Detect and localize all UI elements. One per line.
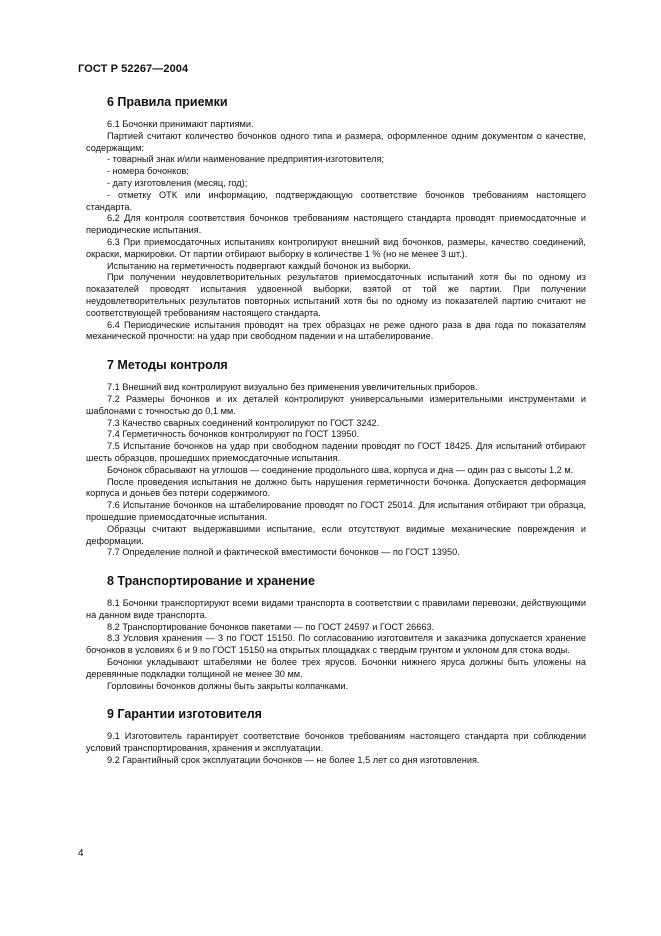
section-title: 8 Транспортирование и хранение	[107, 574, 315, 589]
section-6	[86, 94, 586, 343]
paragraph: После проведения испытания не должно быть нарушения герметичности бочонка. Допускается деформация корпуса и доньев без потери содержимого.	[86, 476, 586, 499]
paragraph: 6.4 Периодические испытания проводят на трех образцах не реже одного раза в два года по показателям механической прочности: на удар при свободном падении и на штабелирование.	[86, 319, 586, 342]
paragraph: Бочонки укладывают штабелями не более трех ярусов. Бочонки нижнего яруса должны быть уложены на деревянные подкладки толщиной не менее 30 мм.	[86, 657, 586, 679]
list-item: - номера бочонков;	[107, 166, 189, 177]
document-body	[86, 94, 586, 767]
list-item: - дату изготовления (месяц, год);	[107, 177, 248, 188]
paragraph: Испытанию на герметичность подвергают каждый бочонок из выборки.	[107, 260, 411, 271]
section-title: 9 Гарантии изготовителя	[107, 707, 262, 722]
list-item: - отметку ОТК или информацию, подтверждающую соответствие бочонков требованиям настоящего стандарта.	[86, 189, 586, 212]
paragraph: 6.3 При приемосдаточных испытаниях контролируют внешний вид бочонков, размеры, качество соединений, окраски, маркировки. От партии отбирают выборку в количестве 1 % (но не менее 3 шт.).	[86, 236, 586, 259]
paragraph: Бочонок сбрасывают на углошов — соединение продольного шва, корпуса и дна — один раз с высоты 1,2 м.	[107, 464, 574, 475]
list-item: - товарный знак и/или наименование предприятия-изготовителя;	[107, 154, 385, 165]
paragraph: 7.6 Испытание бочонков на штабелирование проводят по ГОСТ 25014. Для испытания отбирают три образца, прошедшие приемосдаточные испытания.	[86, 500, 586, 522]
page-number: 4	[78, 848, 84, 859]
section-7	[86, 357, 586, 559]
paragraph: 6.2 Для контроля соответствия бочонков требованиям настоящего стандарта проводят приемосдаточные и периодические испытания.	[86, 213, 586, 236]
paragraph: При получении неудовлетворительных результатов приемосдаточных испытаний хотя бы по одному из показателей проводят испытания удвоенной выборки, взятой от той же партии. При получении неудовлетворительных результатов повторных испытаний хотя бы по одному из показателей партию считают не соответствующей требованиям настоящего стандарта.	[86, 272, 586, 318]
paragraph: 7.5 Испытание бочонков на удар при свободном падении проводят по ГОСТ 18425. Для испытаний отбирают шесть образцов, прошедших приемосдаточные испытания.	[86, 441, 586, 463]
paragraph: 8.2 Транспортирование бочонков пакетами — по ГОСТ 24597 и ГОСТ 26663.	[107, 621, 435, 632]
paragraph: Образцы считают выдержавшими испытание, если отсутствуют видимые механические повреждения и деформации.	[86, 523, 586, 546]
paragraph: Партией считают количество бочонков одного типа и размера, оформленное одним документом о качестве, содержащим:	[86, 130, 586, 153]
paragraph: 7.3 Качество сварных соединений контролируют по ГОСТ 3242.	[107, 417, 380, 428]
paragraph: 6.1 Бочонки принимают партиями.	[107, 119, 254, 129]
section-title: 7 Методы контроля	[107, 358, 228, 373]
paragraph: 7.4 Герметичность бочонков контролируют по ГОСТ 13950.	[107, 429, 360, 440]
section-8	[86, 573, 586, 692]
section-title: 6 Правила приемки	[107, 95, 228, 109]
paragraph: 7.2 Размеры бочонков и их деталей контролируют универсальными измерительными инструментами и шаблонами с точностью до 0,1 мм.	[86, 393, 586, 416]
paragraph: 9.1 Изготовитель гарантирует соответствие бочонков требованиям настоящего стандарта при соблюдении условий транспортирования, хранения и эксплуатации.	[86, 731, 586, 754]
paragraph: 8.1 Бочонки транспортируют всеми видами транспорта в соответствии с правилами перевозки, действующими на данном виде транспорта.	[86, 598, 586, 620]
paragraph: 7.7 Определение полной и фактической вместимости бочонков — по ГОСТ 13950.	[107, 547, 460, 558]
section-9	[86, 706, 586, 766]
paragraph: 7.1 Внешний вид контролируют визуально без применения увеличительных приборов.	[107, 382, 478, 393]
paragraph: Горловины бочонков должны быть закрыты колпачками.	[107, 680, 349, 691]
paragraph: 9.2 Гарантийный срок эксплуатации бочонков — не более 1,5 лет со дня изготовления.	[107, 755, 480, 766]
document-header: ГОСТ Р 52267—2004	[78, 63, 189, 75]
paragraph: 8.3 Условия хранения — 3 по ГОСТ 15150. По согласованию изготовителя и заказчика допускается хранение бочонков в условиях 6 и 9 по ГОСТ 15150 на открытых площадках с твердым грунтом и уклоном для стока воды.	[86, 633, 586, 656]
